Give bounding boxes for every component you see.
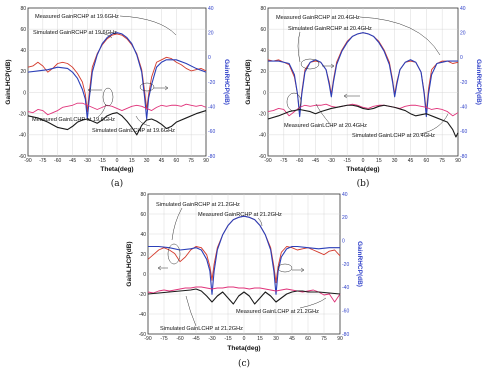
panel-caption: (b) [356,179,370,189]
y-left-tick-label: -60 [138,331,146,338]
annotation-measured-lchp: Measured GainLCHP at 21.2GHz [236,309,319,315]
x-tick-label: -45 [311,158,320,164]
y-right-tick-label: -60 [208,129,216,136]
y-right-tick-label: -40 [460,104,468,111]
chart-panel-a [5,6,230,189]
y-left-tick-label: 40 [20,48,26,55]
y-right-tick-label: 20 [342,215,348,222]
y-right-tick-label: -80 [460,153,468,160]
x-tick-label: 90 [455,158,461,164]
annotation-simulated-lchp: Simulated GainLCHP at 19.6GHz [92,128,175,134]
x-tick-label: -60 [176,336,184,342]
x-tick-label: -60 [54,158,62,164]
y-left-tick-label: 0 [263,90,266,97]
annotation-measured-lchp: Measured GainLCHP at 20.4GHz [284,123,367,129]
y-left-tick-label: 60 [140,211,146,218]
y-axis-left-label: GainLHCP(dB) [126,241,133,287]
x-tick-label: 30 [143,158,150,164]
x-axis-label: Theta(deg) [346,166,380,173]
y-left-tick-label: 60 [260,26,266,33]
y-left-tick-label: 0 [23,90,26,97]
y-right-tick-label: 20 [460,30,466,37]
y-right-tick-label: 0 [208,55,211,62]
x-tick-label: 75 [439,158,445,164]
x-tick-label: 45 [158,158,165,164]
x-tick-label: 15 [376,158,382,164]
y-left-tick-label: 40 [140,231,146,238]
x-tick-label: 60 [305,336,311,342]
x-tick-label: 60 [423,158,430,164]
x-tick-label: -90 [144,336,152,342]
y-left-tick-label: 60 [20,26,26,33]
y-left-tick-label: -20 [138,291,146,298]
y-left-tick-label: 80 [140,191,146,198]
y-left-tick-label: -60 [258,153,266,160]
x-tick-label: 75 [188,158,194,164]
panel-caption: (a) [110,179,124,189]
annotation-measured-lchp: Measured GainLCHP at 19.6GHz [32,117,115,123]
panel-caption: (c) [237,359,251,369]
annotation-measured-rchp: Measured GainRCHP at 19.6GHz [35,14,119,20]
x-tick-label: -75 [280,158,288,164]
x-tick-label: 30 [391,158,398,164]
y-right-tick-label: -60 [460,129,468,136]
y-right-tick-label: -40 [208,104,216,111]
y-left-tick-label: 40 [260,48,266,55]
x-tick-label: -15 [343,158,351,164]
x-tick-label: -30 [83,158,91,164]
y-right-tick-label: 0 [342,238,345,245]
annotation-simulated-rchp: Simulated GainRCHP at 20.4GHz [288,26,372,32]
y-left-tick-label: -60 [18,153,26,160]
x-tick-label: -45 [68,158,77,164]
x-tick-label: 45 [289,336,295,342]
annotation-simulated-rchp: Simulated GainRCHP at 19.6GHz [33,30,117,36]
y-axis-left-label: GainLHCP(dB) [245,59,252,105]
x-tick-label: 15 [257,336,263,342]
y-right-tick-label: -80 [342,331,350,338]
x-tick-label: -90 [264,158,272,164]
annotation-simulated-lchp: Simulated GainLCHP at 20.4GHz [352,133,435,139]
y-right-tick-label: -40 [342,285,350,292]
y-right-tick-label: -20 [342,261,350,268]
chart-panel-b [245,6,482,189]
y-left-tick-label: 80 [20,5,26,12]
x-tick-label: -75 [160,336,168,342]
y-right-tick-label: 40 [208,5,214,12]
x-axis-label: Theta(deg) [100,166,134,173]
x-tick-label: 0 [242,336,246,342]
annotation-simulated-rchp: Simulated GainRCHP at 21.2GHz [156,202,240,208]
x-tick-label: -75 [39,158,47,164]
y-left-tick-label: -40 [138,311,146,318]
y-right-tick-label: -80 [208,153,216,160]
annotation-measured-rchp: Measured GainRCHP at 21.2GHz [198,212,282,218]
x-tick-label: 45 [407,158,414,164]
y-right-tick-label: -60 [342,308,350,315]
y-right-tick-label: 0 [460,55,463,62]
y-right-tick-label: 40 [460,5,466,12]
y-right-tick-label: -20 [208,79,216,86]
y-left-tick-label: -40 [18,132,26,139]
x-tick-label: 0 [361,158,365,164]
y-left-tick-label: 20 [20,69,26,76]
x-tick-label: 90 [203,158,209,164]
x-tick-label: -30 [327,158,335,164]
x-tick-label: -60 [296,158,304,164]
x-tick-label: -15 [98,158,106,164]
x-tick-label: 90 [337,336,343,342]
x-tick-label: 0 [115,158,119,164]
y-left-tick-label: 20 [140,251,146,258]
annotation-measured-rchp: Measured GainRCHP at 20.4GHz [276,15,360,21]
y-axis-right-label: GainRHCP(dB) [475,59,482,105]
y-left-tick-label: 80 [260,5,266,12]
x-tick-label: -30 [208,336,216,342]
y-left-tick-label: -40 [258,132,266,139]
y-axis-right-label: GainRHCP(dB) [356,241,363,287]
x-axis-label: Theta(deg) [227,345,261,352]
y-left-tick-label: -20 [18,111,26,118]
y-axis-left-label: GainLHCP(dB) [5,59,12,105]
y-left-tick-label: 20 [260,69,266,76]
annotation-simulated-lchp: Simulated GainLCHP at 21.2GHz [160,326,243,332]
x-tick-label: -15 [224,336,232,342]
x-tick-label: -90 [24,158,32,164]
y-left-tick-label: 0 [143,271,146,278]
x-tick-label: 75 [321,336,327,342]
y-left-tick-label: -20 [258,111,266,118]
y-right-tick-label: -20 [460,79,468,86]
y-right-tick-label: 40 [342,191,348,198]
x-tick-label: 60 [173,158,180,164]
x-tick-label: 15 [129,158,135,164]
x-tick-label: 30 [273,336,279,342]
y-axis-right-label: GainRHCP(dB) [223,59,230,105]
chart-panel-c [126,192,363,369]
y-right-tick-label: 20 [208,30,214,37]
x-tick-label: -45 [192,336,200,342]
